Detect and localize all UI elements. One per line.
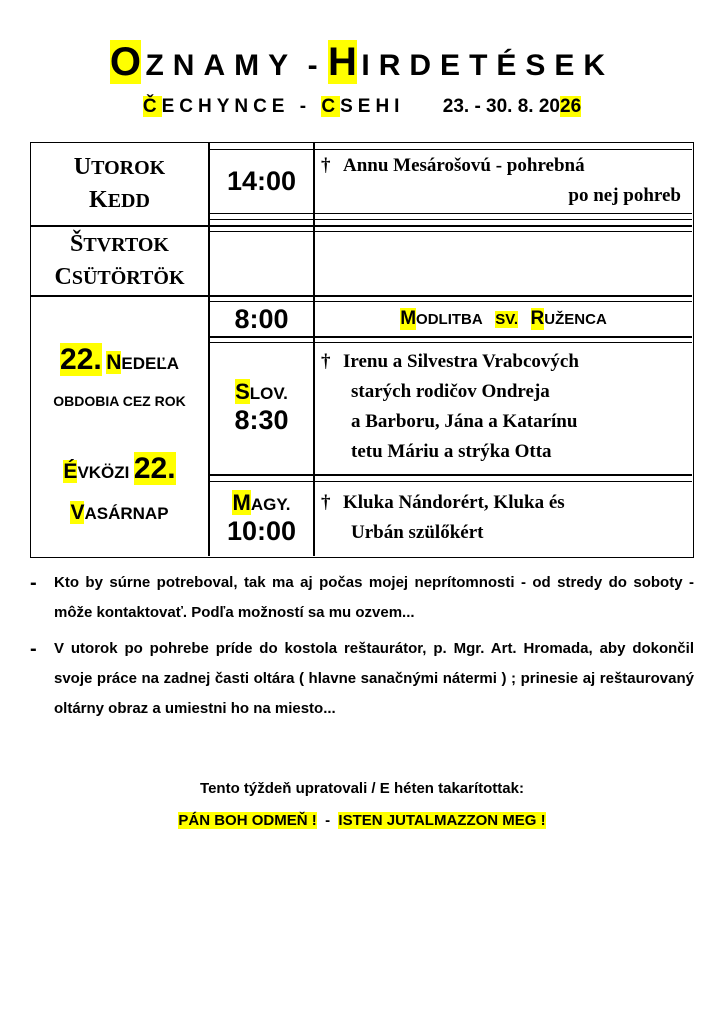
intent-slov-line3: a Barboru, Jána a Katarínu <box>351 411 578 432</box>
sunday-sk-line1: 22. NEDEĽA <box>60 343 179 376</box>
intent-slov-line2: starých rodičov Ondreja <box>351 381 550 402</box>
subtitle <box>0 96 724 118</box>
note-item <box>30 634 694 724</box>
time-sunday-slov <box>210 343 313 474</box>
thanks-line <box>0 812 724 829</box>
time-sunday-8-00: 8:00 <box>234 303 289 334</box>
time-tuesday: 14:00 <box>226 166 297 196</box>
cross-icon: † <box>321 492 331 513</box>
day-thursday-hu: CSÜTÖRTÖK <box>54 264 185 290</box>
subtitle-initial-c2: C <box>321 96 341 117</box>
lang-hungarian: MAGY. <box>232 489 291 515</box>
title-word-hirdetesek: IRDETÉSEK <box>361 49 615 82</box>
thanks-dash: - <box>325 812 331 829</box>
note-text: Kto by súrne potreboval, tak ma aj počas mojej neprítomnosti - od stredy do soboty - môže kontaktovať. Podľa možností sa mu ozvem... <box>54 574 694 621</box>
schedule-table <box>30 142 694 558</box>
title-initial-o: O <box>109 40 142 84</box>
day-tuesday-hu: KEDD <box>89 187 150 213</box>
intent-slov-line4: tetu Máriu a strýka Otta <box>351 441 552 462</box>
note-text: V utorok po pohrebe príde do kostola reštaurátor, p. Mgr. Art. Hromada, aby dokončil svoje práce na zadnej časti oltára ( hlavne sanačnými nátermi ) ; prinesie aj reštaurovaný oltárny obraz a umiestni ho na miesto... <box>54 640 694 717</box>
intent-tuesday-line1: Annu Mesárošovú - pohrebná <box>343 155 585 176</box>
sunday-hu-line1: ÉVKÖZI 22. <box>63 452 176 485</box>
day-sunday <box>31 297 208 556</box>
intent-sunday-slovak <box>321 347 691 471</box>
cleaning-note: Tento týždeň upratovali / E héten takarítottak: <box>200 780 524 797</box>
note-item <box>30 568 694 628</box>
intent-magy-line2: Urbán szülőkért <box>351 522 484 543</box>
thanks-hungarian: ISTEN JUTALMAZZON MEG ! <box>338 812 546 829</box>
subtitle-csehi: SEHI <box>340 96 405 117</box>
cross-icon: † <box>321 351 331 372</box>
day-tuesday-sk: UTOROK <box>73 154 166 180</box>
intent-sunday-hungarian <box>321 488 691 552</box>
intent-slov-line1: Irenu a Silvestra Vrabcových <box>343 351 579 372</box>
sunday-hu-line2: VASÁRNAP <box>70 501 169 524</box>
day-thursday-sk: ŠTVRTOK <box>70 231 169 257</box>
date-main: 23. - 30. 8. 20 <box>442 96 560 117</box>
intent-tuesday <box>321 151 685 213</box>
bullet-dash: - <box>30 638 37 660</box>
title-initial-h: H <box>328 40 357 84</box>
bullet-dash: - <box>30 572 37 594</box>
intent-magy-line1: Kluka Nándorért, Kluka és <box>343 492 565 513</box>
subtitle-initial-c1: Č <box>142 96 162 117</box>
time-8-30: 8:30 <box>234 405 289 435</box>
subtitle-chechynce: ECHYNCE <box>161 96 290 117</box>
subtitle-dash: - <box>299 96 312 117</box>
page-title <box>0 40 724 85</box>
rosary-prayer: M ODLITBA SV. R UŽENCA <box>400 308 607 329</box>
notes <box>30 568 694 730</box>
time-sunday-magy <box>210 482 313 556</box>
time-10-00: 10:00 <box>226 515 297 546</box>
cross-icon: † <box>321 155 331 176</box>
thanks-slovak: PÁN BOH ODMEŇ ! <box>178 812 317 829</box>
sunday-sk-line2: OBDOBIA CEZ ROK <box>53 393 186 409</box>
title-dash: - <box>307 49 318 82</box>
lang-slovak: SLOV. <box>235 379 288 404</box>
date-year-highlight: 26 <box>560 96 582 117</box>
title-word-oznamy: ZNAMY <box>145 49 298 82</box>
intent-tuesday-line2: po nej pohreb <box>568 185 681 206</box>
date-range <box>443 96 581 117</box>
day-tuesday <box>31 143 208 225</box>
day-thursday <box>31 227 208 295</box>
